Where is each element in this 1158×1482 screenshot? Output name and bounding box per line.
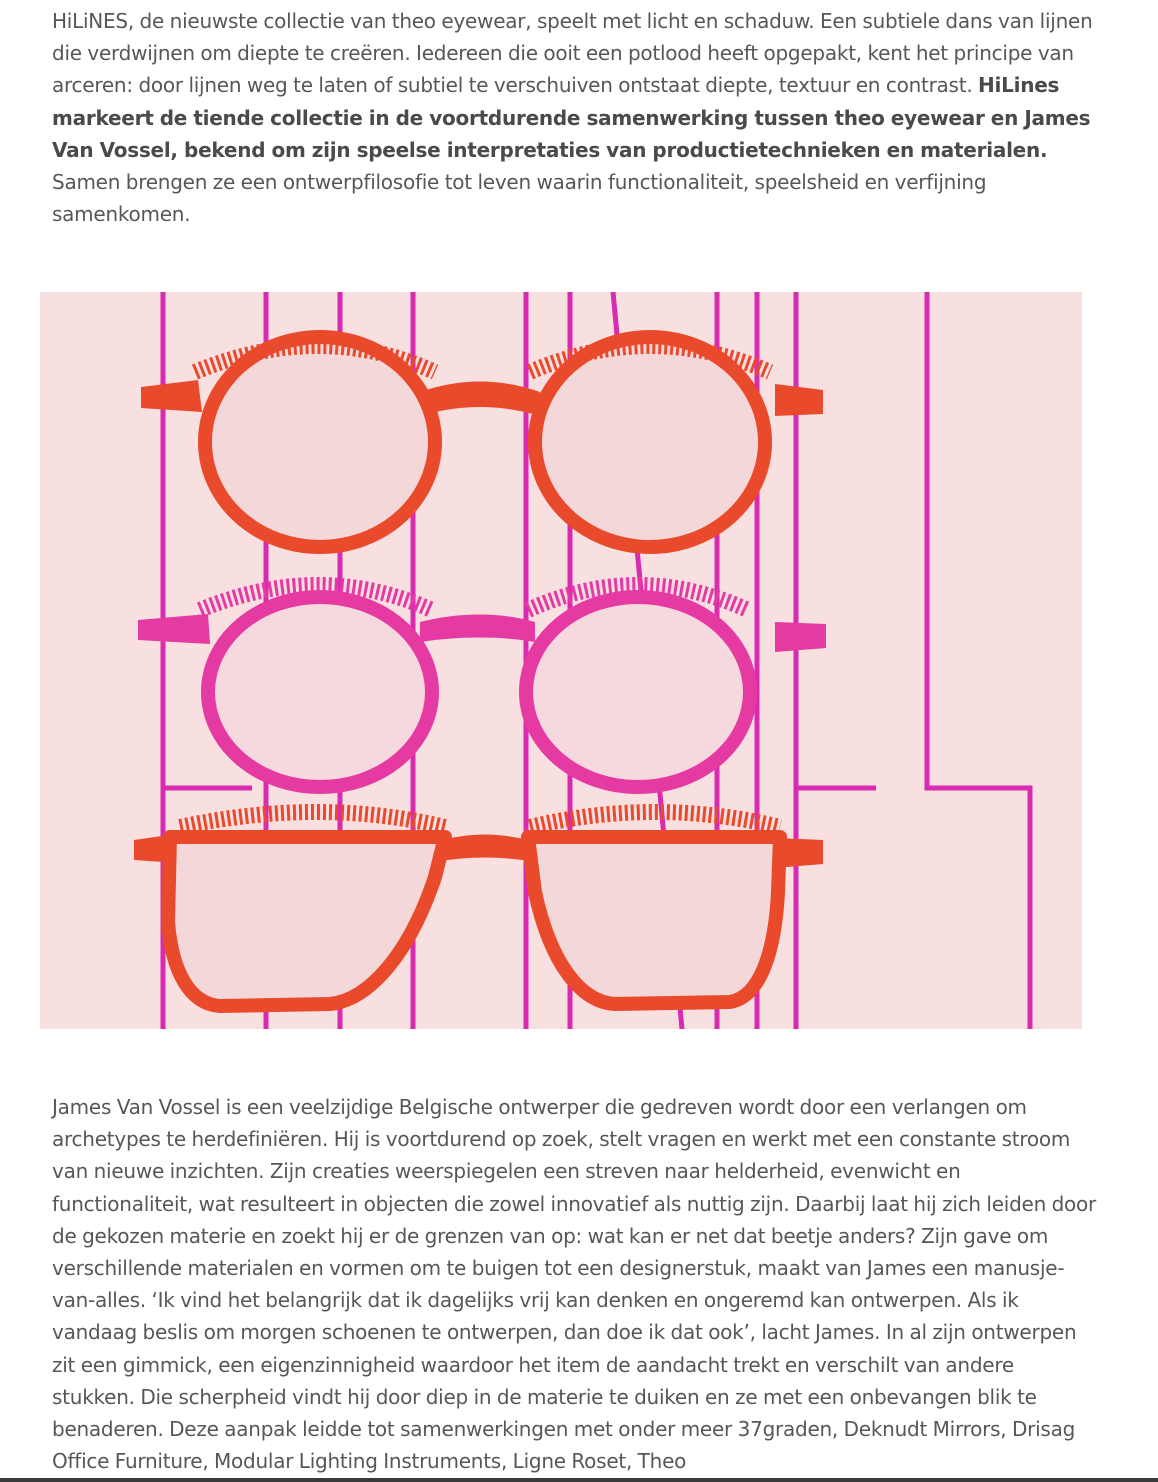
intro-text: HiLiNES, de nieuwste collectie van theo eyewear, speelt met licht en schaduw. Een subtiele dans van lijnen die verdwijnen om diepte te creëren. Iedereen die ooit een potlood heeft opgepakt, kent het principe van arceren: door lijnen weg te laten of subtiel te verschuiven ontstaat diepte, textuur en contrast. [52,9,1093,98]
lens-right [526,597,750,787]
page-bottom-divider [0,1478,1158,1482]
lens-right [535,337,765,547]
lens-right [528,837,780,1004]
intro-paragraph [52,5,1102,230]
intro-bold-text: HiLines markeert de tiende collectie in de voortdurende samenwerking tussen theo eyewear en James Van Vossel, bekend om zijn speelse interpretaties van productietechnieken en materialen. [52,73,1091,162]
lens-left [208,597,432,787]
lens-left [205,337,435,547]
bio-paragraph: James Van Vossel is een veelzijdige Belgische ontwerper die gedreven wordt door een verlangen om archetypes te herdefiniëren. Hij is voortdurend op zoek, stelt vragen en werkt met een constante stroom van nieuwe inzichten. Zijn creaties weerspiegelen een streven naar helderheid, evenwicht en functionaliteit, wat resulteert in objecten die zowel innovatief als nuttig zijn. Daarbij laat hij zich leiden door de gekozen materie en zoekt hij er de grenzen van op: wat kan er net dat beetje anders? Zijn gave om verschillende materialen en vormen om te buigen tot een designerstuk, maakt van James een manusje-van-alles. ‘Ik vind het belangrijk dat ik dagelijks vrij kan denken en ongeremd kan ontwerpen. Als ik vandaag beslis om morgen schoenen te ontwerpen, dan doe ik dat ook’, lacht James. In al zijn ontwerpen zit een gimmick, een eigenzinnigheid waardoor het item de aandacht trekt en verschilt van andere stukken. Die scherpheid vindt hij door diep in de materie te duiken en ze met een onbevangen blik te benaderen. Deze aanpak leidde tot samenwerkingen met onder meer 37graden, Deknudt Mirrors, Drisag Office Furniture, Modular Lighting Instruments, Ligne Roset, Theo [52,1095,1097,1474]
intro-text-end: Samen brengen ze een ontwerpfilosofie tot leven waarin functionaliteit, speelsheid en verfijning samenkomen. [52,170,987,227]
temple-right [775,622,826,652]
hilines-eyewear-illustration [40,292,1082,1029]
hero-image [40,292,1082,1029]
